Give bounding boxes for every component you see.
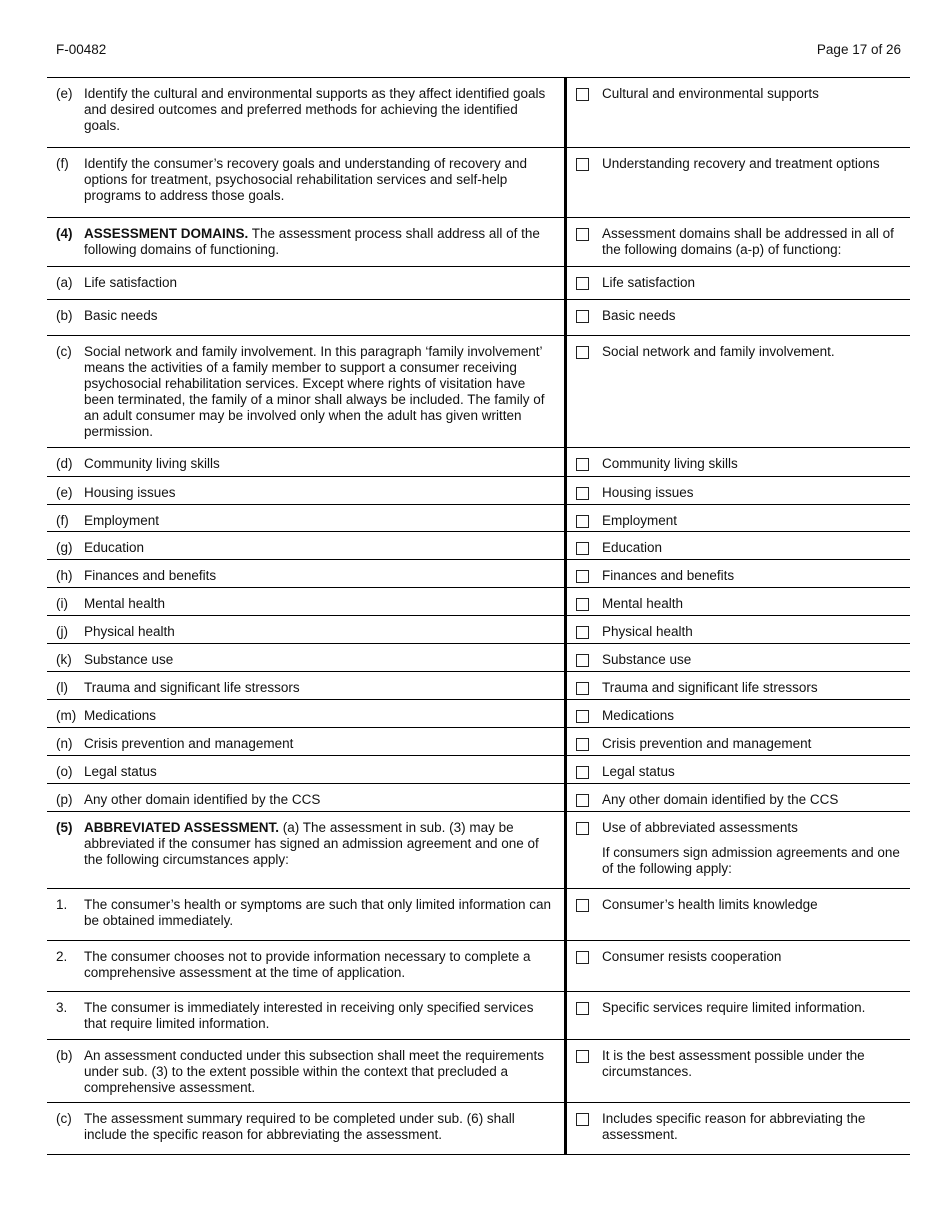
requirement-text [84, 568, 554, 587]
checklist-label: Physical health [602, 624, 693, 639]
checkbox[interactable] [576, 1050, 589, 1063]
checkbox[interactable] [576, 158, 589, 171]
checklist-text [602, 156, 902, 217]
item-label: (b) [56, 1048, 73, 1063]
checkbox[interactable] [576, 682, 589, 695]
item-label: (f) [56, 156, 69, 171]
checklist-text [602, 308, 902, 335]
requirement-cell [47, 784, 567, 811]
checklist-cell [567, 148, 910, 217]
requirement-cell [47, 756, 567, 783]
table-row [47, 1103, 910, 1155]
checklist-text [602, 568, 902, 587]
checklist-cell [567, 218, 910, 266]
table-row [47, 728, 910, 756]
checklist-cell [567, 1040, 910, 1102]
checklist-label: Mental health [602, 596, 684, 611]
table-row [47, 812, 910, 889]
requirement-cell [47, 560, 567, 587]
requirement-text [84, 513, 554, 531]
table-row [47, 644, 910, 672]
checkbox[interactable] [576, 822, 589, 835]
checkbox[interactable] [576, 654, 589, 667]
checklist-label: Includes specific reason for abbreviating the assessment. [602, 1111, 866, 1142]
checklist-cell [567, 700, 910, 727]
requirement-cell [47, 889, 567, 940]
requirement-text [84, 226, 554, 266]
checklist-label: Any other domain identified by the CCS [602, 792, 839, 807]
checklist-text [602, 485, 902, 504]
checklist-text [602, 897, 902, 940]
checklist-text [602, 1111, 902, 1154]
table-row [47, 300, 910, 336]
checklist-text [602, 652, 902, 671]
item-label: 3. [56, 1000, 68, 1015]
requirement-body: The assessment process shall address all of the following domains of functioning. [84, 226, 540, 257]
requirement-cell [47, 728, 567, 755]
checkbox[interactable] [576, 794, 589, 807]
table-row [47, 78, 910, 148]
item-label: (e) [56, 485, 73, 500]
requirement-text [84, 680, 554, 699]
checklist-label: Trauma and significant life stressors [602, 680, 818, 695]
table-row [47, 148, 910, 218]
table-row [47, 700, 910, 728]
requirement-text [84, 897, 554, 940]
requirement-body: Legal status [84, 764, 157, 779]
requirement-body: Finances and benefits [84, 568, 217, 583]
checkbox[interactable] [576, 458, 589, 471]
checklist-label: Use of abbreviated assessments [602, 820, 798, 835]
checkbox[interactable] [576, 598, 589, 611]
requirement-body: Substance use [84, 652, 174, 667]
checklist-cell [567, 941, 910, 991]
checklist-note: If consumers sign admission agreements and one of the following apply: [602, 845, 900, 876]
item-label: (m) [56, 708, 77, 723]
item-label: (g) [56, 540, 73, 555]
checklist-text [602, 344, 902, 447]
table-row [47, 560, 910, 588]
checklist-label: Housing issues [602, 485, 694, 500]
requirement-text [84, 624, 554, 643]
requirement-text [84, 1000, 554, 1039]
checklist-label: Medications [602, 708, 675, 723]
requirement-cell [47, 505, 567, 531]
checkbox[interactable] [576, 738, 589, 751]
table-row [47, 477, 910, 505]
item-label: (c) [56, 344, 72, 359]
item-label: (5) [56, 820, 73, 835]
requirement-text [84, 485, 554, 504]
checklist-cell [567, 336, 910, 447]
table-row [47, 532, 910, 560]
table-row [47, 889, 910, 941]
item-label: (l) [56, 680, 68, 695]
checklist-cell [567, 644, 910, 671]
checklist-label: Life satisfaction [602, 275, 696, 290]
checklist-cell [567, 756, 910, 783]
item-label: (k) [56, 652, 72, 667]
table-row [47, 448, 910, 477]
requirement-body: Identify the cultural and environmental supports as they affect identified goals and desired outcomes and preferred methods for achieving the identified goals. [84, 86, 546, 133]
checklist-text [602, 1000, 902, 1039]
checklist-cell [567, 560, 910, 587]
requirement-cell [47, 672, 567, 699]
item-label: (d) [56, 456, 73, 471]
checkbox[interactable] [576, 277, 589, 290]
requirement-cell [47, 218, 567, 266]
checklist-cell [567, 300, 910, 335]
checklist-text [602, 792, 902, 811]
requirement-cell [47, 616, 567, 643]
requirement-cell [47, 644, 567, 671]
checkbox[interactable] [576, 766, 589, 779]
requirement-body: Identify the consumer’s recovery goals and understanding of recovery and options for treatment, psychosocial rehabilitation services and self-help programs to address those goals. [84, 156, 528, 203]
item-label: (4) [56, 226, 73, 241]
requirement-text [84, 456, 554, 476]
checklist-text [602, 596, 902, 615]
item-label: (e) [56, 86, 73, 101]
item-label: (n) [56, 736, 73, 751]
requirement-text [84, 308, 554, 335]
checklist-text [602, 624, 902, 643]
checklist-text [602, 86, 902, 147]
requirement-cell [47, 477, 567, 504]
requirement-text [84, 1111, 554, 1154]
checklist-cell [567, 616, 910, 643]
checklist-cell [567, 672, 910, 699]
checklist-text [602, 1048, 902, 1102]
requirement-text [84, 540, 554, 559]
table-row [47, 756, 910, 784]
requirement-body: Any other domain identified by the CCS [84, 792, 321, 807]
form-id: F-00482 [56, 42, 107, 57]
requirement-body: Social network and family involvement. In this paragraph ‘family involvement’ means the activities of a family member to support a consumer receiving psychosocial rehabilitation services. Except where rights of visitation have been terminated, the family of a minor shall always be included. The family of an adult consumer may be involved only when the adult has given written permission. [84, 344, 545, 439]
checkbox[interactable] [576, 487, 589, 500]
checklist-text [602, 540, 902, 559]
checklist-cell [567, 532, 910, 559]
table-row [47, 784, 910, 812]
checklist-cell [567, 78, 910, 147]
requirement-text [84, 820, 554, 888]
table-row [47, 1040, 910, 1103]
item-label: 1. [56, 897, 68, 912]
requirement-cell [47, 941, 567, 991]
checkbox[interactable] [576, 710, 589, 723]
table-row [47, 941, 910, 992]
requirement-text [84, 1048, 554, 1102]
checklist-cell [567, 992, 910, 1039]
requirement-body: (a) The assessment in sub. (3) may be abbreviated if the consumer has signed an admission agreement and one of the following circumstances apply: [84, 820, 539, 867]
checklist-label: Crisis prevention and management [602, 736, 812, 751]
requirement-text [84, 736, 554, 755]
item-label: (b) [56, 308, 73, 323]
requirement-cell [47, 300, 567, 335]
checkbox[interactable] [576, 515, 589, 528]
checklist-label: Education [602, 540, 663, 555]
table-row [47, 588, 910, 616]
checkbox[interactable] [576, 88, 589, 101]
requirement-text [84, 344, 554, 447]
section-title: ABBREVIATED ASSESSMENT. [84, 820, 280, 835]
checklist-cell [567, 505, 910, 531]
requirement-body: The consumer’s health or symptoms are such that only limited information can be obtained immediately. [84, 897, 551, 928]
requirement-text [84, 86, 554, 147]
page-number: Page 17 of 26 [816, 42, 901, 57]
requirement-body: Housing issues [84, 485, 176, 500]
requirement-cell [47, 992, 567, 1039]
checklist-text [602, 513, 902, 531]
item-label: (o) [56, 764, 73, 779]
requirement-cell [47, 700, 567, 727]
table-row [47, 616, 910, 644]
checklist-label: Understanding recovery and treatment options [602, 156, 880, 171]
checkbox[interactable] [576, 310, 589, 323]
checklist-label: Specific services require limited information. [602, 1000, 866, 1015]
requirement-body: Employment [84, 513, 160, 528]
requirement-text [84, 156, 554, 217]
table-row [47, 672, 910, 700]
requirement-body: Crisis prevention and management [84, 736, 294, 751]
checkbox[interactable] [576, 951, 589, 964]
checkbox[interactable] [576, 626, 589, 639]
requirement-body: The consumer is immediately interested in receiving only specified services that require limited information. [84, 1000, 534, 1031]
requirement-text [84, 275, 554, 299]
checkbox[interactable] [576, 228, 589, 241]
checklist-cell [567, 784, 910, 811]
requirement-cell [47, 448, 567, 476]
checklist-text [602, 680, 902, 699]
checklist-label: Consumer resists cooperation [602, 949, 782, 964]
requirement-cell [47, 532, 567, 559]
requirement-text [84, 764, 554, 783]
requirement-body: The assessment summary required to be completed under sub. (6) shall include the specific reason for abbreviating the assessment. [84, 1111, 515, 1142]
checklist-cell [567, 267, 910, 299]
item-label: 2. [56, 949, 68, 964]
table-row [47, 505, 910, 532]
item-label: (h) [56, 568, 73, 583]
requirement-cell [47, 78, 567, 147]
requirement-body: Trauma and significant life stressors [84, 680, 300, 695]
checklist-label: Assessment domains shall be addressed in all of the following domains (a-p) of functiong: [602, 226, 894, 257]
requirement-body: Mental health [84, 596, 166, 611]
checklist-text [602, 456, 902, 476]
checklist-text [602, 820, 902, 888]
requirement-cell [47, 588, 567, 615]
requirement-cell [47, 148, 567, 217]
section-title: ASSESSMENT DOMAINS. [84, 226, 249, 241]
checkbox[interactable] [576, 1113, 589, 1126]
requirement-text [84, 708, 554, 727]
checklist-text [602, 275, 902, 299]
item-label: (f) [56, 513, 69, 528]
requirement-body: Medications [84, 708, 157, 723]
checklist-text [602, 949, 902, 991]
requirement-cell [47, 1103, 567, 1154]
checkbox[interactable] [576, 346, 589, 359]
checkbox[interactable] [576, 899, 589, 912]
checkbox[interactable] [576, 570, 589, 583]
requirement-cell [47, 1040, 567, 1102]
checklist-text [602, 736, 902, 755]
requirement-body: Physical health [84, 624, 175, 639]
item-label: (p) [56, 792, 73, 807]
checklist-text [602, 708, 902, 727]
checkbox[interactable] [576, 1002, 589, 1015]
requirement-body: Basic needs [84, 308, 158, 323]
checklist-cell [567, 728, 910, 755]
requirement-body: An assessment conducted under this subsection shall meet the requirements under sub. (3) to the extent possible within the context that precluded a comprehensive assessment. [84, 1048, 545, 1095]
checklist-cell [567, 477, 910, 504]
requirement-text [84, 949, 554, 991]
checklist-cell [567, 812, 910, 888]
checklist-text [602, 764, 902, 783]
requirement-body: Education [84, 540, 145, 555]
requirement-cell [47, 267, 567, 299]
requirement-body: Community living skills [84, 456, 220, 471]
table-row [47, 992, 910, 1040]
checklist-cell [567, 588, 910, 615]
item-label: (j) [56, 624, 68, 639]
checklist-label: Consumer’s health limits knowledge [602, 897, 818, 912]
table-row [47, 218, 910, 267]
table-row [47, 267, 910, 300]
requirement-body: Life satisfaction [84, 275, 178, 290]
checklist-label: Basic needs [602, 308, 676, 323]
checklist-label: Finances and benefits [602, 568, 735, 583]
checklist-label: Employment [602, 513, 678, 528]
requirement-body: The consumer chooses not to provide information necessary to complete a comprehensive assessment at the time of application. [84, 949, 531, 980]
table-row [47, 336, 910, 448]
item-label: (i) [56, 596, 68, 611]
checklist-label: Social network and family involvement. [602, 344, 835, 359]
checklist-cell [567, 889, 910, 940]
checklist-cell [567, 1103, 910, 1154]
requirement-cell [47, 812, 567, 888]
requirement-cell [47, 336, 567, 447]
item-label: (c) [56, 1111, 72, 1126]
requirement-text [84, 792, 554, 811]
checklist-label: Community living skills [602, 456, 738, 471]
checklist-label: Substance use [602, 652, 692, 667]
checklist-cell [567, 448, 910, 476]
checklist-table [47, 77, 910, 1155]
checkbox[interactable] [576, 542, 589, 555]
checklist-text [602, 226, 902, 266]
item-label: (a) [56, 275, 73, 290]
checklist-label: It is the best assessment possible under the circumstances. [602, 1048, 865, 1079]
requirement-text [84, 652, 554, 671]
requirement-text [84, 596, 554, 615]
checklist-label: Cultural and environmental supports [602, 86, 819, 101]
checklist-label: Legal status [602, 764, 675, 779]
